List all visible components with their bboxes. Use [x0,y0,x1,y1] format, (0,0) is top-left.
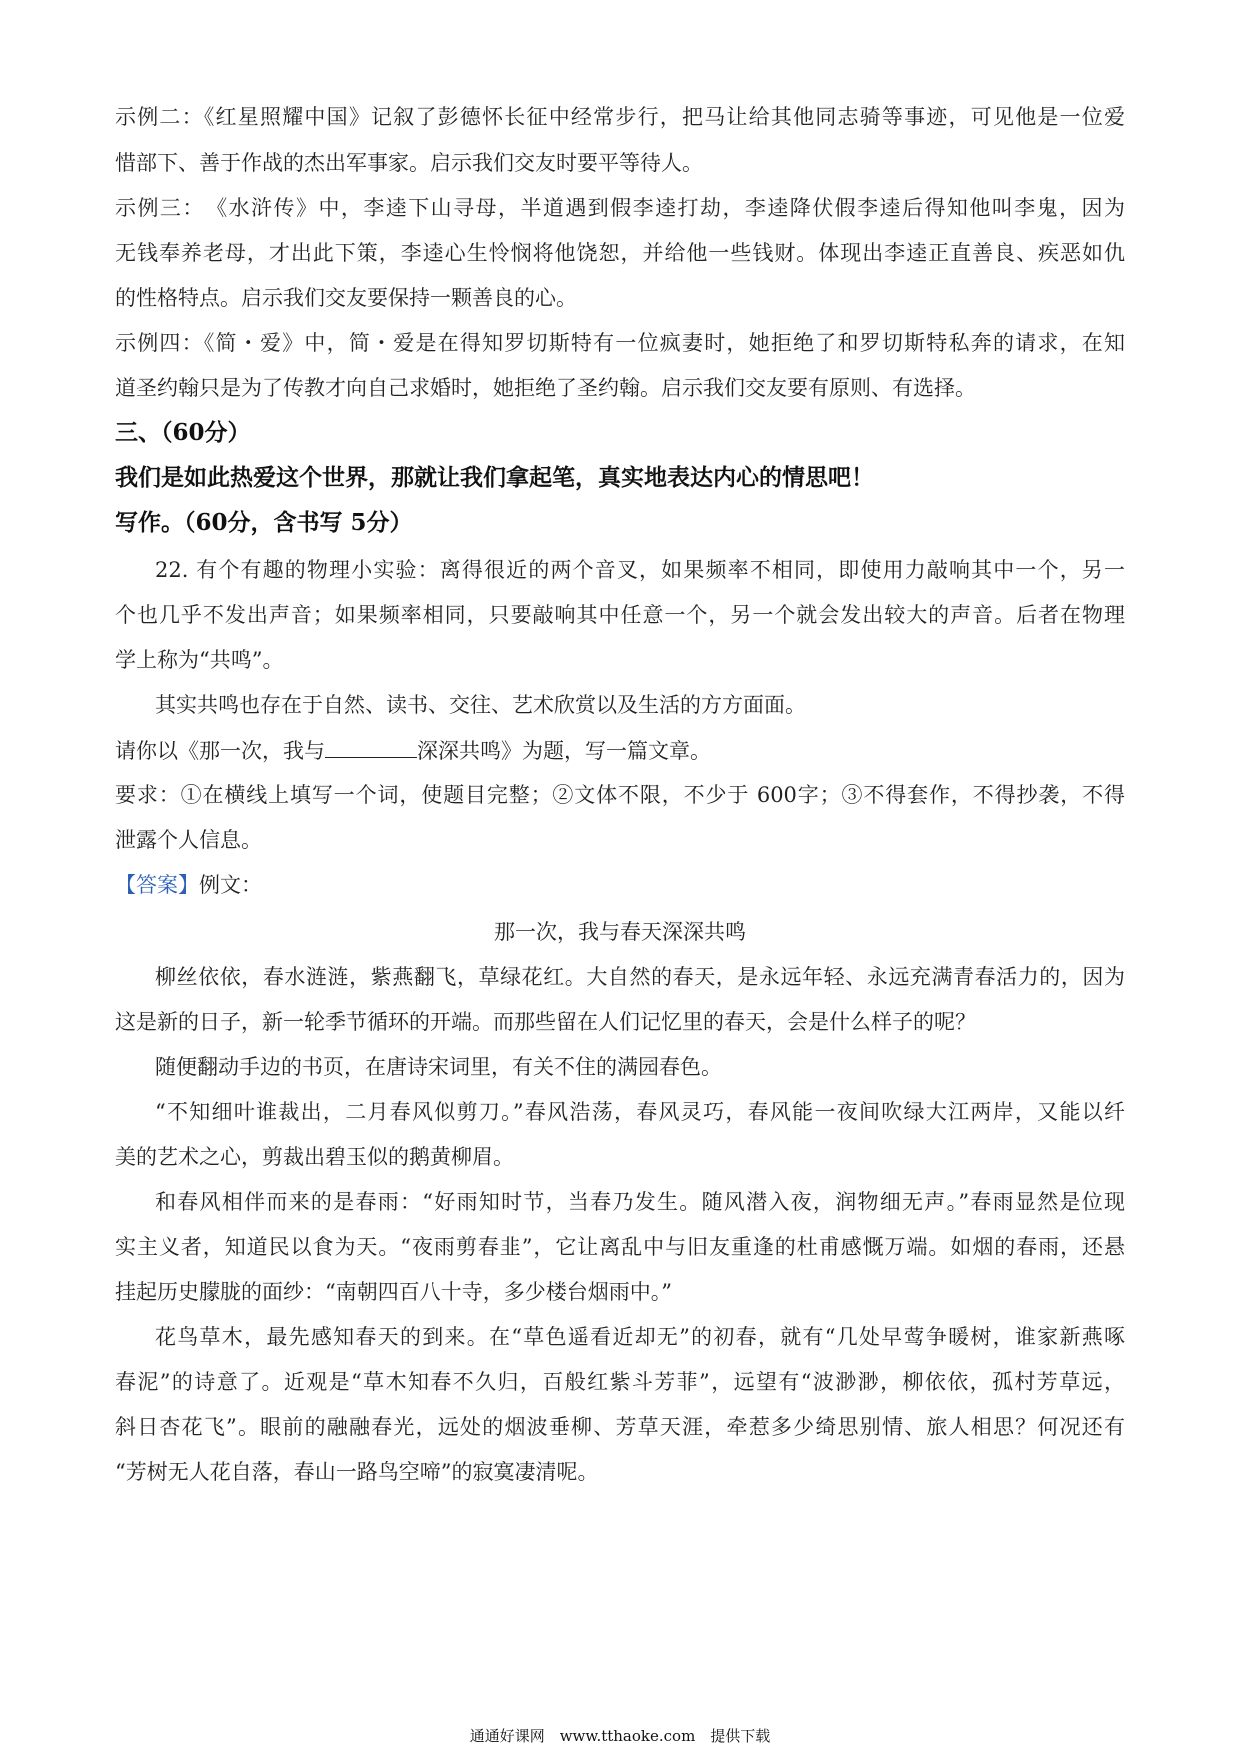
essay-para-5-line-3: 斜日杏花飞”。眼前的融融春光，远处的烟波垂柳、芳草天涯，牵惹多少绮思别情、旅人相思？何况还有 [115,1415,1125,1439]
example-4-line-1: 示例四：《简・爱》中，简・爱是在得知罗切斯特有一位疯妻时，她拒绝了和罗切斯特私奔的请求，在知 [115,331,1125,355]
example-3-line-3: 的性格特点。启示我们交友要保持一颗善良的心。 [115,286,577,310]
question-22-line-2: 个也几乎不发出声音；如果频率相同，只要敲响其中任意一个，另一个就会发出较大的声音。后者在物理 [115,603,1125,627]
answer-intro: 例文： [199,873,262,897]
essay-title-prompt-start: 请你以《那一次，我与 [115,739,325,763]
section-three-prompt: 我们是如此热爱这个世界，那就让我们拿起笔，真实地表达内心的情思吧！ [115,464,874,491]
example-2-line-2: 惜部下、善于作战的杰出军事家。启示我们交友时要平等待人。 [115,151,703,175]
fill-in-blank [325,735,417,758]
question-22-line-3: 学上称为“共鸣”。 [115,648,284,672]
essay-para-5-line-2: 春泥”的诗意了。近观是“草木知春不久归，百般红紫斗芳菲”，远望有“波渺渺，柳依依，孤村芳草远， [115,1370,1125,1394]
section-three-heading: 三、（60分） [115,419,251,446]
essay-para-2: 随便翻动手边的书页，在唐诗宋词里，有关不住的满园春色。 [155,1055,722,1079]
essay-para-5-line-4: “芳树无人花自落，春山一路鸟空啼”的寂寞凄清呢。 [115,1460,599,1484]
example-3-line-2: 无钱奉养老母，才出此下策，李逵心生怜悯将他饶恕，并给他一些钱财。体现出李逵正直善良、疾恶如仇 [115,241,1125,265]
page-footer: 通通好课网 www.tthaoke.com 提供下载 [469,1727,771,1745]
essay-title-prompt-end: 深深共鸣》为题，写一篇文章。 [417,739,711,763]
example-2-line-1: 示例二：《红星照耀中国》记叙了彭德怀长征中经常步行，把马让给其他同志骑等事迹，可见他是一位爱 [115,105,1125,129]
essay-title: 那一次，我与春天深深共鸣 [494,920,746,944]
essay-para-4-line-2: 实主义者，知道民以食为天。“夜雨剪春韭”，它让离乱中与旧友重逢的杜甫感慨万端。如烟的春雨，还悬 [115,1235,1125,1259]
answer-label-line [115,870,1125,900]
requirements-line-2: 泄露个人信息。 [115,828,262,852]
essay-para-3-line-2: 美的艺术之心，剪裁出碧玉似的鹅黄柳眉。 [115,1145,514,1169]
essay-title-prompt [115,735,1125,766]
essay-para-1-line-1: 柳丝依依，春水涟涟，紫燕翻飞，草绿花红。大自然的春天，是永远年轻、永远充满青春活力的，因为 [155,965,1125,989]
answer-tag: 【答案】 [115,873,199,897]
essay-para-4-line-3: 挂起历史朦胧的面纱：“南朝四百八十寺，多少楼台烟雨中。” [115,1280,672,1304]
essay-para-3-line-1: “不知细叶谁裁出，二月春风似剪刀。”春风浩荡，春风灵巧，春风能一夜间吹绿大江两岸，又能以纤 [155,1100,1125,1124]
example-3-line-1: 示例三： 《水浒传》中，李逵下山寻母，半道遇到假李逵打劫，李逵降伏假李逵后得知他叫李鬼，因为 [115,196,1125,220]
example-4-line-2: 道圣约翰只是为了传教才向自己求婚时，她拒绝了圣约翰。启示我们交友要有原则、有选择。 [115,376,976,400]
essay-para-5-line-1: 花鸟草木，最先感知春天的到来。在“草色遥看近却无”的初春，就有“几处早莺争暖树，谁家新燕啄 [155,1325,1125,1349]
writing-heading: 写作。（60分，含书写 5分） [115,509,413,536]
question-22-line-1: 22. 有个有趣的物理小实验：离得很近的两个音叉，如果频率不相同，即使用力敲响其中一个，另一 [155,558,1125,582]
essay-para-1-line-2: 这是新的日子，新一轮季节循环的开端。而那些留在人们记忆里的春天，会是什么样子的呢？ [115,1010,976,1034]
requirements-line-1: 要求：①在横线上填写一个词，使题目完整；②文体不限，不少于 600字；③不得套作，不得抄袭，不得 [115,783,1125,807]
essay-para-4-line-1: 和春风相伴而来的是春雨：“好雨知时节，当春乃发生。随风潜入夜，润物细无声。”春雨显然是位现 [155,1190,1125,1214]
question-22-line-4: 其实共鸣也存在于自然、读书、交往、艺术欣赏以及生活的方方面面。 [155,693,806,717]
